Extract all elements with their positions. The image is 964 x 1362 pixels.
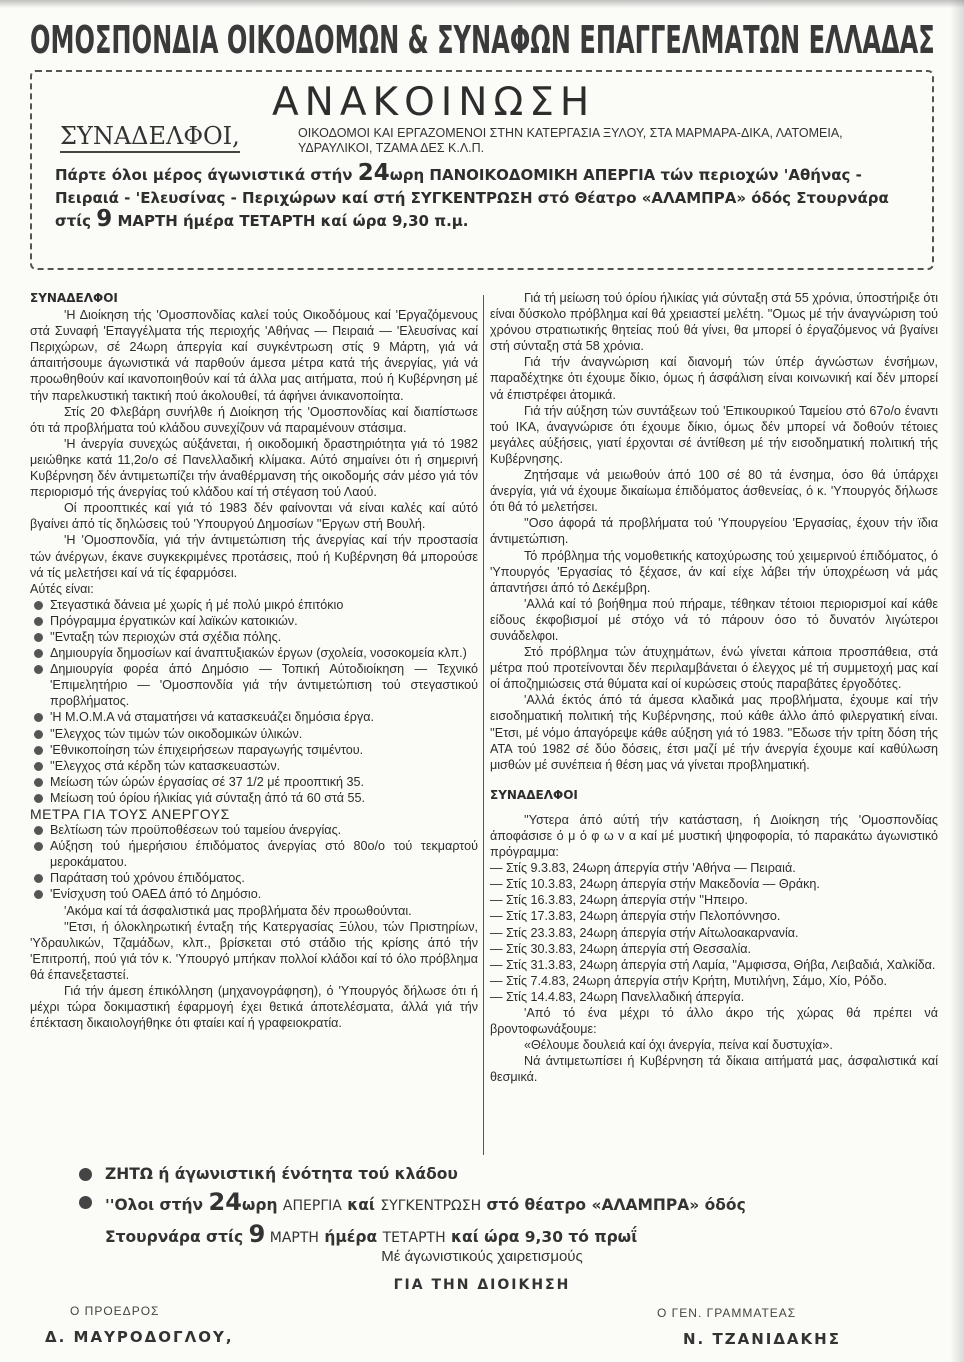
list-item [30,709,478,725]
list-item [30,613,478,629]
schedule-text: Στίς 17.3.83, 24ωρη άπεργία στήν Πελοπόννησο. [506,909,781,924]
schedule-text: Στίς 30.3.83, 24ωρη άπεργία στή Θεσσαλία. [506,941,752,956]
list-item-text: Δημιουργία φορέα άπό Δημόσιο — Τοπική Αύτοδιοίκηση — Τεχνικό 'Επιμελητήριο — 'Ομοσπονδία γιά τήν άντιμετώπιση τού στεγαστικού προβλήματος. [50,662,478,709]
paragraph: 'Αλλά έκτός άπό τά άμεσα κλαδικά μας προβλήματα, έχουμε καί τήν εισοδηματική πολιτική τής Κυβέρνησης, πού κάθε άλλο άπό φιλεργατική είναι. ''Ετσι, μέ νόμο άπαγόρεψε κάθε αύξηση γιά τό 1983. ''Εδωσε τήν τρίτη δόση τής ΑΤΑ τού 1982 σέ δύο δόσεις, έτσι μαζί μέ τήν άνεργία έχουμε καί καθύλωση μισθών μέ συνέπεια ή θέση μας νά γίνεται προβληματική. [490,693,938,772]
paragraph: Γιά τήν αύξηση τών συντάξεων τού 'Επικουρικού Ταμείου στό 67ο/ο έναντι τού ΙΚΑ, άναγνώρισε ότι έχουμε δίκιο, όμως δέν μπορεί νά δοθούν τέτοιες μεγάλες αύξήσεις, γιατί έρχονται σέ άντίθεση μέ τήν εισοδηματική πολιτική τής Κυβέρνησης. [490,403,938,466]
bullet-icon [34,746,43,755]
paragraph: Στίς 20 Φλεβάρη συνήλθε ή Διοίκηση τής 'Ομοσπονδίας καί διαπίστωσε ότι τά προβλήματα τού κλάδου συνεχίζουν νά παραμένουν στάσιμα. [30,404,478,435]
dash-marker: — [490,941,503,956]
slogan-text: ΣΥΓΚΕΝΤΡΩΣΗ [380,1198,482,1214]
schedule-text: Στίς 16.3.83, 24ωρη άπεργία στήν ''Ηπειρο. [506,893,748,908]
list-item [30,629,478,645]
paragraph: Στό πρόβλημα τών άτυχημάτων, ένώ γίνεται κάποια προσπάθεια, στά μέτρα πού προτείνονται δέν περιλαμβάνεται ό έλεγχος μέ τή συμμετοχή μας καί οί άποζημιώσεις στά θύματα καί οί κυρώσεις στούς παραβάτες έργοδότες. [490,645,938,692]
list-intro: Αύτές είναι: [30,581,94,596]
paragraph: 'Η 'Ομοσπονδία, γιά τήν άντιμετώπιση τής άνεργίας καί τήν προστασία τών άνέργων, έκανε συγκεκριμένες προτάσεις, πού ή Κυβέρνηση θά μπορούσε νά τίς μελετήσει καί νά τίς έφαρμόσει. [30,533,478,580]
schedule-item [490,892,938,908]
decision-paragraph: ''Υστερα άπό αύτή τήν κατάσταση, ή Διοίκηση τής 'Ομοσπονδίας άποφάσισε ό μ ό φ ω ν α καί μέ μυστική ψηφοφορία, τό παρακάτω άγωνιστικό πρόγραμμα: [490,812,938,860]
paragraph: Γιά τή μείωση τού όρίου ήλικίας γιά σύνταξη στά 55 χρόνια, ύποστήριξε ότι είναι δύσκολο πρόβλημα καί θά χρειαστεί μελέτη. ''Ομως μέ τήν άναγνώριση τού χρόνου στρατιωτικής θητείας πού θά γίνει, θα μπορεί ό έργαζόμενος νά βγαίνει στή σύνταξη στά 58 χρόνια. [490,291,938,354]
paragraph: Γιά τήν άμεση έπικόλληση (μηχανογράφηση), ό 'Υπουργός δήλωσε ότι ή μέχρι τώρα δοκιμαστική έφαρμογή έχει θετικά άποτελέσματα, άλλά γιά τήν έπέκταση δικαιολογήθηκε ότι φταίει καί ή γραφειοκρατία. [30,984,478,1031]
secretary-title: Ο ΓΕΝ. ΓΡΑΜΜΑΤΕΑΣ [657,1306,797,1320]
bullet-icon [34,842,43,851]
schedule-text: Στίς 10.3.83, 24ωρη άπεργία στήν Μακεδονία — Θράκη. [506,877,820,892]
bullet-icon [34,730,43,739]
paragraph: Γιά τήν άναγνώριση καί διανομή τών ύπέρ άγνώστων ένσήμων, παραδέχτηκε ότι έχουμε δίκιο, όμως ή άσφάλιση είναι κοινωνική καί δέν μπορεί νά έπιστρέφει άτομικά. [490,355,938,402]
left-column [30,290,478,1031]
schedule-text: Στίς 14.4.83, 24ωρη Πανελλαδική άπεργία. [506,989,745,1004]
list-item-text: Αύξηση τού ήμερήσιου έπιδόματος άνεργίας στό 80ο/ο τού τεκμαρτού μεροκάματου. [50,839,478,870]
schedule-text: Στίς 7.4.83, 24ωρη άπεργία στήν Κρήτη, Μυτιλήνη, Σάμο, Χίο, Ρόδο. [506,973,887,988]
schedule-item [490,989,938,1005]
strike-schedule [490,860,938,1005]
right-heading: ΣΥΝΑΔΕΛΦΟΙ [490,787,578,802]
schedule-text: Στίς 31.3.83, 24ωρη άπεργία στή Λαμία, ''Αμφισσα, Θήβα, Λειβαδιά, Χαλκίδα. [506,957,936,972]
for-the-board: ΓΙΑ ΤΗΝ ΔΙΟΙΚΗΣΗ [393,1277,571,1293]
list-item [30,870,478,886]
slogan-big-9: 9 [248,1220,266,1248]
call-text-1: Πάρτε όλοι μέρος άγωνιστικά στήν [55,166,358,184]
list-item-text: 'Η Μ.Ο.Μ.Α νά σταματήσει νά κατασκευάζει δημόσια έργα. [50,710,374,725]
announcement-call [55,160,925,233]
bullet-icon [34,665,43,674]
right-column [490,290,938,1086]
schedule-item [490,876,938,892]
dash-marker: — [490,861,503,876]
bullet-icon [34,890,43,899]
organization-title: ΟΜΟΣΠΟΝΔΙΑ ΟΙΚΟΔΟΜΩΝ & ΣΥΝΑΦΩΝ ΕΠΑΓΓΕΛΜΑΤΩΝ ΕΛΛΑΔΑΣ [30,18,935,62]
slogan-text: στό θέατρο «ΑΛΑΜΠΡΑ» όδός [481,1196,746,1214]
bullet-icon [34,826,43,835]
call-big-9: 9 [96,206,113,232]
slogan-text: ΖΗΤΩ ή άγωνιστική ένότητα τού κλάδου [105,1165,458,1183]
slogan-text: ΤΕΤΑΡΤΗ [382,1230,446,1246]
slogan-text: ΑΠΕΡΓΙΑ [282,1198,342,1214]
list-item-text: 'Ενίσχυση τού ΟΑΕΔ άπό τό Δημόσιο. [50,887,262,902]
list-item-text: Βελτίωση τών προϋποθέσεων τού ταμείου άνεργίας. [50,823,342,838]
call-text-2: ωρη ΠΑΝΟΙΚΟΔΟΜΙΚΗ ΑΠΕΡΓΙΑ τών περιοχών 'Αθήνας - Πειραιά - 'Ελευσίνας - Περιχώρων καί στή ΣΥΓΚΕΝΤΡΩΣΗ στό Θέατρο «ΑΛΑΜΠΡΑ» όδός Στουρνάρα στίς [55,166,889,230]
schedule-item [490,925,938,941]
bullet-icon [79,1196,92,1209]
bullet-icon [34,762,43,771]
paragraph: ''Οσο άφορά τά προβλήματα τού 'Υπουργείου 'Εργασίας, έχουν τήν ϊδια άντιμετώπιση. [490,516,938,547]
slogan-strike [75,1188,935,1220]
paragraph: Ζητήσαμε νά μειωθούν άπό 100 σέ 80 τά ένσημα, όσο θά ύπάρχει άνεργία, γιά νά έχουμε δικαίωμα έπιδόματος άσθενείας, ό κ. 'Υπουργός δήλωσε ότι θά τό μελετήσει. [490,468,938,515]
paragraph: 'Η Διοίκηση τής 'Ομοσπονδίας καλεί τούς Οικοδόμους καί 'Εργαζόμενους στά Συναφή 'Επαγγέλματα τής περιοχής 'Αθήνας — Πειραιά — 'Ελευσίνας καί Περιχώρων, σέ 24ωρη άπεργία καί συγκέντρωση στίς 9 Μάρτη, γιά νά άπαιτήσουμε άγωνιστικά νά παρθούν άμεσα μέτρα κατά τής άνεργίας, γιά νά προωθηθούν καί ικανοποιηθούν καί τά άλλα μας αιτήματα, πού ή Κυβέρνηση μέ τήν παρελκυστική τακτική πού άκολουθεί, τά άφήνει άνικανοποίητα. [30,308,478,403]
slogan-big-24: 24 [208,1188,242,1216]
bullet-icon [34,794,43,803]
dash-marker: — [490,925,503,940]
paragraph: Νά άντιμετωπίσει ή Κυβέρνηση τά δίκαια αιτήματά μας, άσφαλιστικά καί θεσμικά. [490,1054,938,1085]
paragraph: 'Η άνεργία συνεχώς αύξάνεται, ή οικοδομική δραστηριότητα γιά τό 1982 μειώθηκε κατά 11,2ο/ο σέ Πανελλαδική κλίμακα. Αύτό σημαίνει ότι ή σημερινή Κυβέρνηση δέν άντιμετωπίζει τήν άναθέρμανση τής οικοδομής σάν μέσο γιά τόν περιορισμό τής άνεργίας τού κλάδου καί τή στέγαση τού Λαού. [30,436,478,500]
schedule-item [490,973,938,989]
call-text-3: ΜΑΡΤΗ ήμέρα ΤΕΤΑΡΤΗ καί ώρα 9,30 π.μ. [112,212,469,230]
list-item [30,661,478,709]
schedule-item [490,908,938,924]
slogan-unity [75,1160,935,1188]
bullet-icon [34,713,43,722]
footer-slogans [75,1160,935,1252]
slogan-text: καί [341,1196,381,1214]
call-big-24: 24 [357,160,390,186]
bullet-icon [34,649,43,658]
spacer [490,804,938,812]
quote-paragraph: «Θέλουμε δουλειά καί όχι άνεργία, πείνα καί δυστυχία». [524,1038,833,1053]
schedule-item [490,941,938,957]
list-item-text: Μείωση τών ώρών έργασίας σέ 37 1/2 μέ προοπτική 35. [50,774,365,789]
list-item [30,726,478,742]
scan-top-shadow [0,0,964,8]
dash-marker: — [490,877,503,892]
bullet-icon [34,874,43,883]
list-item [30,822,478,838]
list-item [30,597,478,613]
column-divider [483,295,484,1155]
announcement-title: ΑΝΑΚΟΙΝΩΣΗ [272,80,596,125]
list-item [30,645,478,661]
unemployed-measures-list [30,822,478,902]
schedule-text: Στίς 23.3.83, 24ωρη άπεργία στήν Αίτωλοακαρνανία. [506,925,799,940]
list-item [30,790,478,806]
bullet-icon [79,1168,92,1181]
list-item [30,838,478,870]
secretary-name: Ν. ΤΖΑΝΙΔΑΚΗΣ [683,1330,841,1348]
list-item [30,742,478,758]
list-item [30,758,478,774]
list-item-text: 'Εθνικοποίηση τών έπιχειρήσεων παραγωγής τσιμέντου. [50,742,364,757]
unemployed-heading: ΜΕΤΡΑ ΓΙΑ ΤΟΥΣ ΑΝΕΡΓΟΥΣ [30,806,230,822]
dash-marker: — [490,973,503,988]
bullet-icon [34,617,43,626]
list-item [30,774,478,790]
paragraph: 'Αλλά καί τό βοήθημα πού πήραμε, τέθηκαν τέτοιοι περιορισμοί καί κάθε είδους έκφοβισμοί μέ στόχο νά τό πάρουν όσο τό δυνατόν λιγώτεροι συνάδελφοι. [490,596,938,643]
slogan-text: ''Ολοι στήν [105,1196,209,1214]
list-item-text: Στεγαστικά δάνεια μέ χωρίς ή μέ πολύ μικρό έπιτόκιο [50,597,344,612]
dash-marker: — [490,909,503,924]
announcement-subtitle: ΟΙΚΟΔΟΜΟΙ ΚΑΙ ΕΡΓΑΖΟΜΕΝΟΙ ΣΤΗΝ ΚΑΤΕΡΓΑΣΙΑ ΞΥΛΟΥ, ΣΤΑ ΜΑΡΜΑΡΑ-ΔΙΚΑ, ΛΑΤΟΜΕΙΑ, ΥΔΡΑΥΛΙΚΟΙ, ΤΖΑΜΑ ΔΕΣ Κ.Λ.Π. [298,126,843,155]
bullet-icon [34,633,43,642]
proposals-list [30,597,478,806]
list-item-text: ''Ελεγχος τών τιμών τών οικοδομικών ύλικών. [50,726,303,741]
list-item-text: Μείωση τού όρίου ήλικίας γιά σύνταξη άπό τά 60 στά 55. [50,790,366,805]
scan-edge-shadow [950,0,964,1362]
slogan-text: καί ώρα 9,30 τό πρωΐ [445,1228,638,1246]
slogan-text: ΜΑΡΤΗ [265,1230,319,1246]
president-name: Δ. ΜΑΥΡΟΔΟΓΛΟΥ, [45,1328,234,1346]
president-title: Ο ΠΡΟΕΔΡΟΣ [70,1304,160,1318]
colleagues-heading: ΣΥΝΑΔΕΛΦΟΙ, [60,122,240,153]
bullet-icon [34,778,43,787]
greeting: Μέ άγωνιστικούς χαιρετισμούς [381,1248,583,1265]
dash-marker: — [490,957,503,972]
dash-marker: — [490,893,503,908]
left-heading: ΣΥΝΑΔΕΛΦΟΙ [30,291,118,305]
schedule-item [490,957,938,973]
dash-marker: — [490,989,503,1004]
list-item-text: Πρόγραμμα έργατικών καί λαϊκών κατοικιών. [50,613,298,628]
schedule-text: Στίς 9.3.83, 24ωρη άπεργία στήν 'Αθήνα — Πειραιά. [506,861,796,876]
spacer [490,773,938,787]
list-item [30,886,478,902]
list-item-text: ''Ελεγχος στά κέρδη τών κατασκευαστών. [50,758,281,773]
slogan-text: ήμέρα [318,1228,383,1246]
bullet-icon [34,601,43,610]
paragraph: ''Ετσι, ή όλοκληρωτική ένταξη τής Κατεργασίας Ξύλου, τών Πριστηρίων, 'Υδραυλικών, Τζαμάδων, κλπ., βρίσκεται στό στάδιο τής κρίσης άπό τήν 'Επιτροπή, πού γιά τόν κ. 'Υπουργό μπήκαν πολλοί κλάδοι καί τό όλο πρόβλημα θά έπανεξεταστεί. [30,919,478,982]
list-item-text: Παράταση τού χρόνου έπιδόματος. [50,871,245,886]
paragraph: Οί προοπτικές καί γιά τό 1983 δέν φαίνονται νά είναι καλές καί αύτό βγαίνει άπό τίς δηλώσεις τού 'Υπουργού Δημοσίων ''Εργων στή Βουλή. [30,501,478,532]
list-item-text: ''Ενταξη τών περιοχών στά σχέδια πόλης. [50,629,282,644]
paragraph: 'Ακόμα καί τά άσφαλιστικά μας προβλήματα δέν προωθούνται. [64,903,412,918]
slogan-text: Στουρνάρα στίς [105,1228,249,1246]
schedule-item [490,860,938,876]
list-item-text: Δημιουργία δημοσίων καί άναπτυξιακών έργων (σχολεία, νοσοκομεία κλπ.) [50,646,467,661]
paragraph: 'Από τό ένα μέχρι τό άλλο άκρο τής χώρας θά πρέπει νά βροντοφωνάξουμε: [490,1006,938,1037]
paragraph: Τό πρόβλημα τής νομοθετικής κατοχύρωσης τού χειμερινού έπιδόματος, ό 'Υπουργός 'Εργασίας τό ξέχασε, άν καί είχε λάβει τήν ύποχρέωση νά μάς άπαντήσει άπό τό Δεκέμβρη. [490,548,938,595]
slogan-text: ωρη [241,1196,283,1214]
